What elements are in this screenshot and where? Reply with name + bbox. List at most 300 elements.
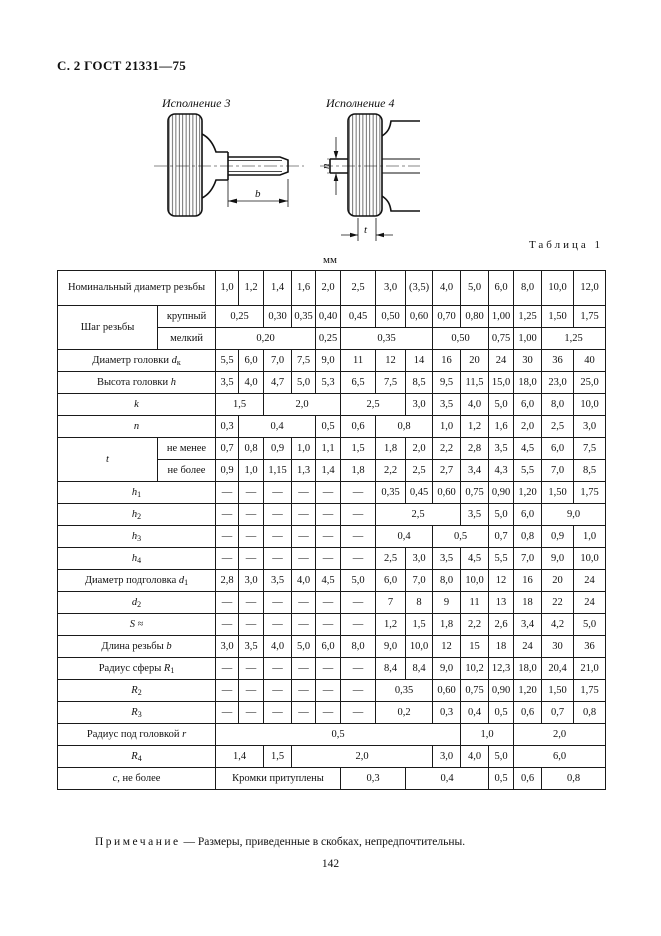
value-cell: 0,3	[433, 702, 461, 724]
value-cell: —	[316, 482, 341, 504]
units-label: мм	[323, 254, 337, 266]
value-cell: 15,0	[489, 372, 514, 394]
table-row	[58, 438, 606, 460]
table-caption: Таблица 1	[528, 239, 603, 251]
value-cell: 0,8	[542, 768, 606, 790]
col-header-cell: 1,0	[216, 271, 239, 306]
col-header-cell: 4,0	[433, 271, 461, 306]
value-cell: 7,0	[264, 350, 292, 372]
value-cell: 11,5	[461, 372, 489, 394]
row-label: Радиус сферы $R_1$	[58, 658, 216, 680]
value-cell: 5,0	[489, 504, 514, 526]
value-cell: 5,0	[341, 570, 376, 592]
value-cell: 4,0	[264, 636, 292, 658]
value-cell: 3,0	[216, 636, 239, 658]
value-cell: —	[341, 526, 376, 548]
row-label: $h_4$	[58, 548, 216, 570]
value-cell: —	[292, 504, 316, 526]
value-cell: 12	[376, 350, 406, 372]
value-cell: 0,5	[489, 702, 514, 724]
value-cell: —	[341, 614, 376, 636]
dim-label-t: t	[364, 224, 368, 236]
col-header-cell: 1,6	[292, 271, 316, 306]
value-cell: 5,5	[514, 460, 542, 482]
value-cell: 1,0	[433, 416, 461, 438]
value-cell: 3,0	[406, 394, 433, 416]
value-cell: 1,75	[574, 482, 606, 504]
value-cell: 1,25	[542, 328, 606, 350]
row-label: Радиус под головкой r	[58, 724, 216, 746]
value-cell: 8,0	[341, 636, 376, 658]
value-cell: 6,0	[514, 394, 542, 416]
value-cell: 10,0	[406, 636, 433, 658]
value-cell: 0,4	[239, 416, 316, 438]
value-cell: —	[341, 592, 376, 614]
table-row	[58, 636, 606, 658]
value-cell: 10,2	[461, 658, 489, 680]
value-cell: 0,25	[316, 328, 341, 350]
value-cell: —	[216, 702, 239, 724]
value-cell: 1,25	[514, 306, 542, 328]
value-cell: 7,0	[406, 570, 433, 592]
value-cell: —	[292, 658, 316, 680]
col-header-cell: 10,0	[542, 271, 574, 306]
value-cell: 0,6	[341, 416, 376, 438]
value-cell: 1,0	[574, 526, 606, 548]
value-cell: 1,0	[292, 438, 316, 460]
row-sublabel: крупный	[158, 306, 216, 328]
value-cell: 24	[574, 592, 606, 614]
value-cell: 0,4	[461, 702, 489, 724]
value-cell: —	[341, 680, 376, 702]
value-cell: —	[216, 658, 239, 680]
value-cell: 5,3	[316, 372, 341, 394]
value-cell: 0,9	[216, 460, 239, 482]
value-cell: 30	[542, 636, 574, 658]
value-cell: —	[341, 702, 376, 724]
value-cell: 11	[341, 350, 376, 372]
value-cell: 7,5	[376, 372, 406, 394]
value-cell: 0,4	[376, 526, 433, 548]
value-cell: 1,6	[489, 416, 514, 438]
value-cell: 2,5	[406, 460, 433, 482]
value-cell: 9	[433, 592, 461, 614]
value-cell: 0,9	[264, 438, 292, 460]
value-cell: 3,5	[433, 548, 461, 570]
row-label: k	[58, 394, 216, 416]
value-cell: 3,5	[239, 636, 264, 658]
table-row	[58, 482, 606, 504]
value-cell: 18	[514, 592, 542, 614]
value-cell: 20,4	[542, 658, 574, 680]
value-cell: 4,5	[316, 570, 341, 592]
value-cell: 0,45	[406, 482, 433, 504]
table-row	[58, 372, 606, 394]
value-cell: 0,90	[489, 482, 514, 504]
value-cell: 0,75	[461, 482, 489, 504]
col-header-cell: 8,0	[514, 271, 542, 306]
value-cell: 5,0	[292, 372, 316, 394]
value-cell: 0,8	[239, 438, 264, 460]
value-cell: 4,0	[461, 394, 489, 416]
table-row	[58, 680, 606, 702]
row-label: $R_4$	[58, 746, 216, 768]
value-cell: 8,5	[406, 372, 433, 394]
col-header-cell: (3,5)	[406, 271, 433, 306]
value-cell: Кромки притуплены	[216, 768, 341, 790]
value-cell: 1,75	[574, 680, 606, 702]
value-cell: 1,0	[461, 724, 514, 746]
value-cell: 1,00	[514, 328, 542, 350]
value-cell: 9,5	[433, 372, 461, 394]
value-cell: 1,2	[461, 416, 489, 438]
value-cell: 5,0	[489, 746, 514, 768]
value-cell: 7	[376, 592, 406, 614]
row-label: $h_1$	[58, 482, 216, 504]
value-cell: 0,90	[489, 680, 514, 702]
value-cell: 4,2	[542, 614, 574, 636]
value-cell: 1,4	[216, 746, 264, 768]
value-cell: 0,35	[376, 482, 406, 504]
value-cell: —	[292, 592, 316, 614]
row-label: S ≈	[58, 614, 216, 636]
dimensions-table	[57, 270, 606, 790]
value-cell: 0,8	[376, 416, 433, 438]
value-cell: 0,20	[216, 328, 316, 350]
figure-title-isp3: Исполнение 3	[162, 96, 231, 110]
value-cell: 4,3	[489, 460, 514, 482]
value-cell: —	[264, 548, 292, 570]
value-cell: —	[316, 526, 341, 548]
value-cell: 0,8	[514, 526, 542, 548]
row-label: n	[58, 416, 216, 438]
value-cell: 0,5	[216, 724, 461, 746]
value-cell: —	[341, 504, 376, 526]
table-row	[58, 614, 606, 636]
value-cell: 0,5	[433, 526, 489, 548]
value-cell: 1,75	[574, 306, 606, 328]
row-label: $d_2$	[58, 592, 216, 614]
value-cell: 7,0	[514, 548, 542, 570]
value-cell: 23,0	[542, 372, 574, 394]
table-row	[58, 416, 606, 438]
value-cell: 2,2	[461, 614, 489, 636]
value-cell: 1,8	[341, 460, 376, 482]
value-cell: 10,0	[574, 548, 606, 570]
value-cell: 18	[489, 636, 514, 658]
value-cell: 8	[406, 592, 433, 614]
value-cell: 1,20	[514, 482, 542, 504]
value-cell: 5,0	[292, 636, 316, 658]
value-cell: 2,2	[376, 460, 406, 482]
table-row	[58, 548, 606, 570]
value-cell: —	[216, 504, 239, 526]
value-cell: —	[264, 592, 292, 614]
footnote-text: — Размеры, приведенные в скобках, непредпочтительны.	[180, 836, 466, 848]
value-cell: 2,5	[542, 416, 574, 438]
value-cell: 1,50	[542, 482, 574, 504]
value-cell: —	[216, 680, 239, 702]
value-cell: —	[216, 526, 239, 548]
row-label: t	[58, 438, 158, 482]
value-cell: 20	[542, 570, 574, 592]
col-header-cell: 12,0	[574, 271, 606, 306]
row-label: $R_2$	[58, 680, 216, 702]
value-cell: 40	[574, 350, 606, 372]
value-cell: 0,6	[514, 768, 542, 790]
value-cell: 2,0	[406, 438, 433, 460]
value-cell: —	[341, 548, 376, 570]
value-cell: 11	[461, 592, 489, 614]
value-cell: 9,0	[542, 504, 606, 526]
value-cell: 1,5	[264, 746, 292, 768]
technical-drawings	[130, 106, 420, 246]
value-cell: 0,45	[341, 306, 376, 328]
value-cell: 1,2	[376, 614, 406, 636]
table-row	[58, 306, 606, 328]
col-header-cell: 2,5	[341, 271, 376, 306]
row-sublabel: не более	[158, 460, 216, 482]
value-cell: 0,70	[433, 306, 461, 328]
value-cell: 2,8	[461, 438, 489, 460]
col-header-cell: 2,0	[316, 271, 341, 306]
value-cell: 6,0	[514, 746, 606, 768]
value-cell: 2,5	[376, 548, 406, 570]
value-cell: 8,0	[542, 394, 574, 416]
value-cell: —	[292, 614, 316, 636]
value-cell: 1,8	[376, 438, 406, 460]
value-cell: 24	[514, 636, 542, 658]
value-cell: 0,50	[376, 306, 406, 328]
value-cell: —	[292, 482, 316, 504]
value-cell: 1,5	[216, 394, 264, 416]
value-cell: —	[292, 702, 316, 724]
value-cell: 4,7	[264, 372, 292, 394]
row-label: Шаг резьбы	[58, 306, 158, 350]
value-cell: —	[216, 592, 239, 614]
row-label: $R_3$	[58, 702, 216, 724]
value-cell: 16	[514, 570, 542, 592]
value-cell: 3,4	[461, 460, 489, 482]
value-cell: 4,0	[239, 372, 264, 394]
value-cell: 9,0	[316, 350, 341, 372]
page-header: С. 2 ГОСТ 21331—75	[57, 58, 187, 73]
value-cell: 3,0	[433, 746, 461, 768]
value-cell: 0,3	[216, 416, 239, 438]
value-cell: 3,5	[461, 504, 489, 526]
table-row	[58, 702, 606, 724]
value-cell: 1,15	[264, 460, 292, 482]
value-cell: —	[316, 614, 341, 636]
value-cell: 2,0	[514, 416, 542, 438]
value-cell: 21,0	[574, 658, 606, 680]
value-cell: —	[239, 658, 264, 680]
page-number: 142	[321, 858, 340, 870]
value-cell: —	[316, 680, 341, 702]
value-cell: 10,0	[461, 570, 489, 592]
value-cell: 0,2	[376, 702, 433, 724]
table-row	[58, 746, 606, 768]
table-row	[58, 504, 606, 526]
value-cell: 0,60	[433, 482, 461, 504]
row-sublabel: мелкий	[158, 328, 216, 350]
value-cell: —	[264, 658, 292, 680]
value-cell: —	[216, 482, 239, 504]
value-cell: 3,5	[489, 438, 514, 460]
value-cell: 0,75	[461, 680, 489, 702]
value-cell: 0,60	[406, 306, 433, 328]
figure-title-isp4: Исполнение 4	[326, 96, 395, 110]
value-cell: —	[264, 702, 292, 724]
value-cell: 0,35	[292, 306, 316, 328]
value-cell: 6,0	[316, 636, 341, 658]
value-cell: 6,5	[341, 372, 376, 394]
value-cell: 1,0	[239, 460, 264, 482]
value-cell: 3,4	[514, 614, 542, 636]
table-row	[58, 526, 606, 548]
value-cell: 1,50	[542, 306, 574, 328]
value-cell: 8,0	[433, 570, 461, 592]
value-cell: 0,35	[341, 328, 433, 350]
dim-label-n: n	[320, 163, 332, 169]
table-row	[58, 350, 606, 372]
value-cell: 9,0	[542, 548, 574, 570]
value-cell: 5,5	[489, 548, 514, 570]
value-cell: 15	[461, 636, 489, 658]
footnote-label: Примечание	[95, 836, 181, 848]
footnote	[57, 836, 605, 848]
value-cell: 0,6	[514, 702, 542, 724]
value-cell: —	[292, 548, 316, 570]
value-cell: 0,9	[542, 526, 574, 548]
value-cell: —	[316, 548, 341, 570]
value-cell: —	[341, 658, 376, 680]
value-cell: 2,6	[489, 614, 514, 636]
value-cell: —	[264, 614, 292, 636]
value-cell: 9,0	[376, 636, 406, 658]
value-cell: 0,7	[542, 702, 574, 724]
value-cell: 36	[574, 636, 606, 658]
value-cell: 14	[406, 350, 433, 372]
value-cell: 2,8	[216, 570, 239, 592]
row-label: Номинальный диаметр резьбы	[58, 271, 216, 306]
value-cell: 6,0	[376, 570, 406, 592]
table-row	[58, 724, 606, 746]
row-label: Диаметр подголовка $d_1$	[58, 570, 216, 592]
value-cell: —	[316, 702, 341, 724]
row-sublabel: не менее	[158, 438, 216, 460]
value-cell: 0,7	[489, 526, 514, 548]
value-cell: 1,4	[316, 460, 341, 482]
value-cell: —	[239, 614, 264, 636]
row-label: c, не более	[58, 768, 216, 790]
value-cell: 8,4	[406, 658, 433, 680]
value-cell: —	[292, 680, 316, 702]
value-cell: 2,0	[514, 724, 606, 746]
table-row	[58, 570, 606, 592]
value-cell: 3,0	[574, 416, 606, 438]
value-cell: 9,0	[433, 658, 461, 680]
value-cell: 6,0	[514, 504, 542, 526]
dim-label-b: b	[255, 188, 261, 200]
value-cell: —	[292, 526, 316, 548]
value-cell: 2,5	[341, 394, 406, 416]
value-cell: 6,0	[542, 438, 574, 460]
value-cell: 12	[433, 636, 461, 658]
value-cell: 2,0	[292, 746, 433, 768]
value-cell: 18,0	[514, 658, 542, 680]
table-row	[58, 394, 606, 416]
value-cell: —	[316, 658, 341, 680]
value-cell: 18,0	[514, 372, 542, 394]
col-header-cell: 1,2	[239, 271, 264, 306]
value-cell: 7,0	[542, 460, 574, 482]
value-cell: —	[239, 548, 264, 570]
table-row	[58, 271, 606, 306]
value-cell: —	[264, 482, 292, 504]
value-cell: 1,3	[292, 460, 316, 482]
value-cell: 5,0	[574, 614, 606, 636]
value-cell: 0,30	[264, 306, 292, 328]
col-header-cell: 6,0	[489, 271, 514, 306]
value-cell: 2,2	[433, 438, 461, 460]
value-cell: —	[264, 504, 292, 526]
value-cell: 24	[574, 570, 606, 592]
value-cell: 24	[489, 350, 514, 372]
value-cell: 7,5	[574, 438, 606, 460]
value-cell: 0,80	[461, 306, 489, 328]
row-label: Длина резьбы b	[58, 636, 216, 658]
value-cell: 4,0	[461, 746, 489, 768]
value-cell: 1,00	[489, 306, 514, 328]
thumb-head-on-shaft-drawing	[330, 114, 420, 216]
col-header-cell: 1,4	[264, 271, 292, 306]
value-cell: 20	[461, 350, 489, 372]
value-cell: 7,5	[292, 350, 316, 372]
value-cell: 3,5	[216, 372, 239, 394]
spec-table-body	[58, 271, 606, 790]
value-cell: —	[239, 702, 264, 724]
value-cell: 22	[542, 592, 574, 614]
value-cell: 4,5	[461, 548, 489, 570]
value-cell: 3,0	[406, 548, 433, 570]
value-cell: 2,0	[264, 394, 341, 416]
value-cell: 0,5	[316, 416, 341, 438]
value-cell: 12	[489, 570, 514, 592]
value-cell: 25,0	[574, 372, 606, 394]
table-row	[58, 592, 606, 614]
value-cell: 8,4	[376, 658, 406, 680]
value-cell: 2,5	[376, 504, 461, 526]
value-cell: 5,0	[489, 394, 514, 416]
value-cell: 0,35	[376, 680, 433, 702]
value-cell: 0,40	[316, 306, 341, 328]
value-cell: 1,8	[433, 614, 461, 636]
value-cell: 5,5	[216, 350, 239, 372]
value-cell: 0,75	[489, 328, 514, 350]
value-cell: 16	[433, 350, 461, 372]
value-cell: 4,5	[514, 438, 542, 460]
value-cell: 0,25	[216, 306, 264, 328]
value-cell: —	[316, 504, 341, 526]
value-cell: 8,5	[574, 460, 606, 482]
table-row	[58, 658, 606, 680]
value-cell: —	[264, 680, 292, 702]
value-cell: —	[316, 592, 341, 614]
value-cell: 3,0	[239, 570, 264, 592]
value-cell: —	[239, 482, 264, 504]
value-cell: —	[239, 526, 264, 548]
